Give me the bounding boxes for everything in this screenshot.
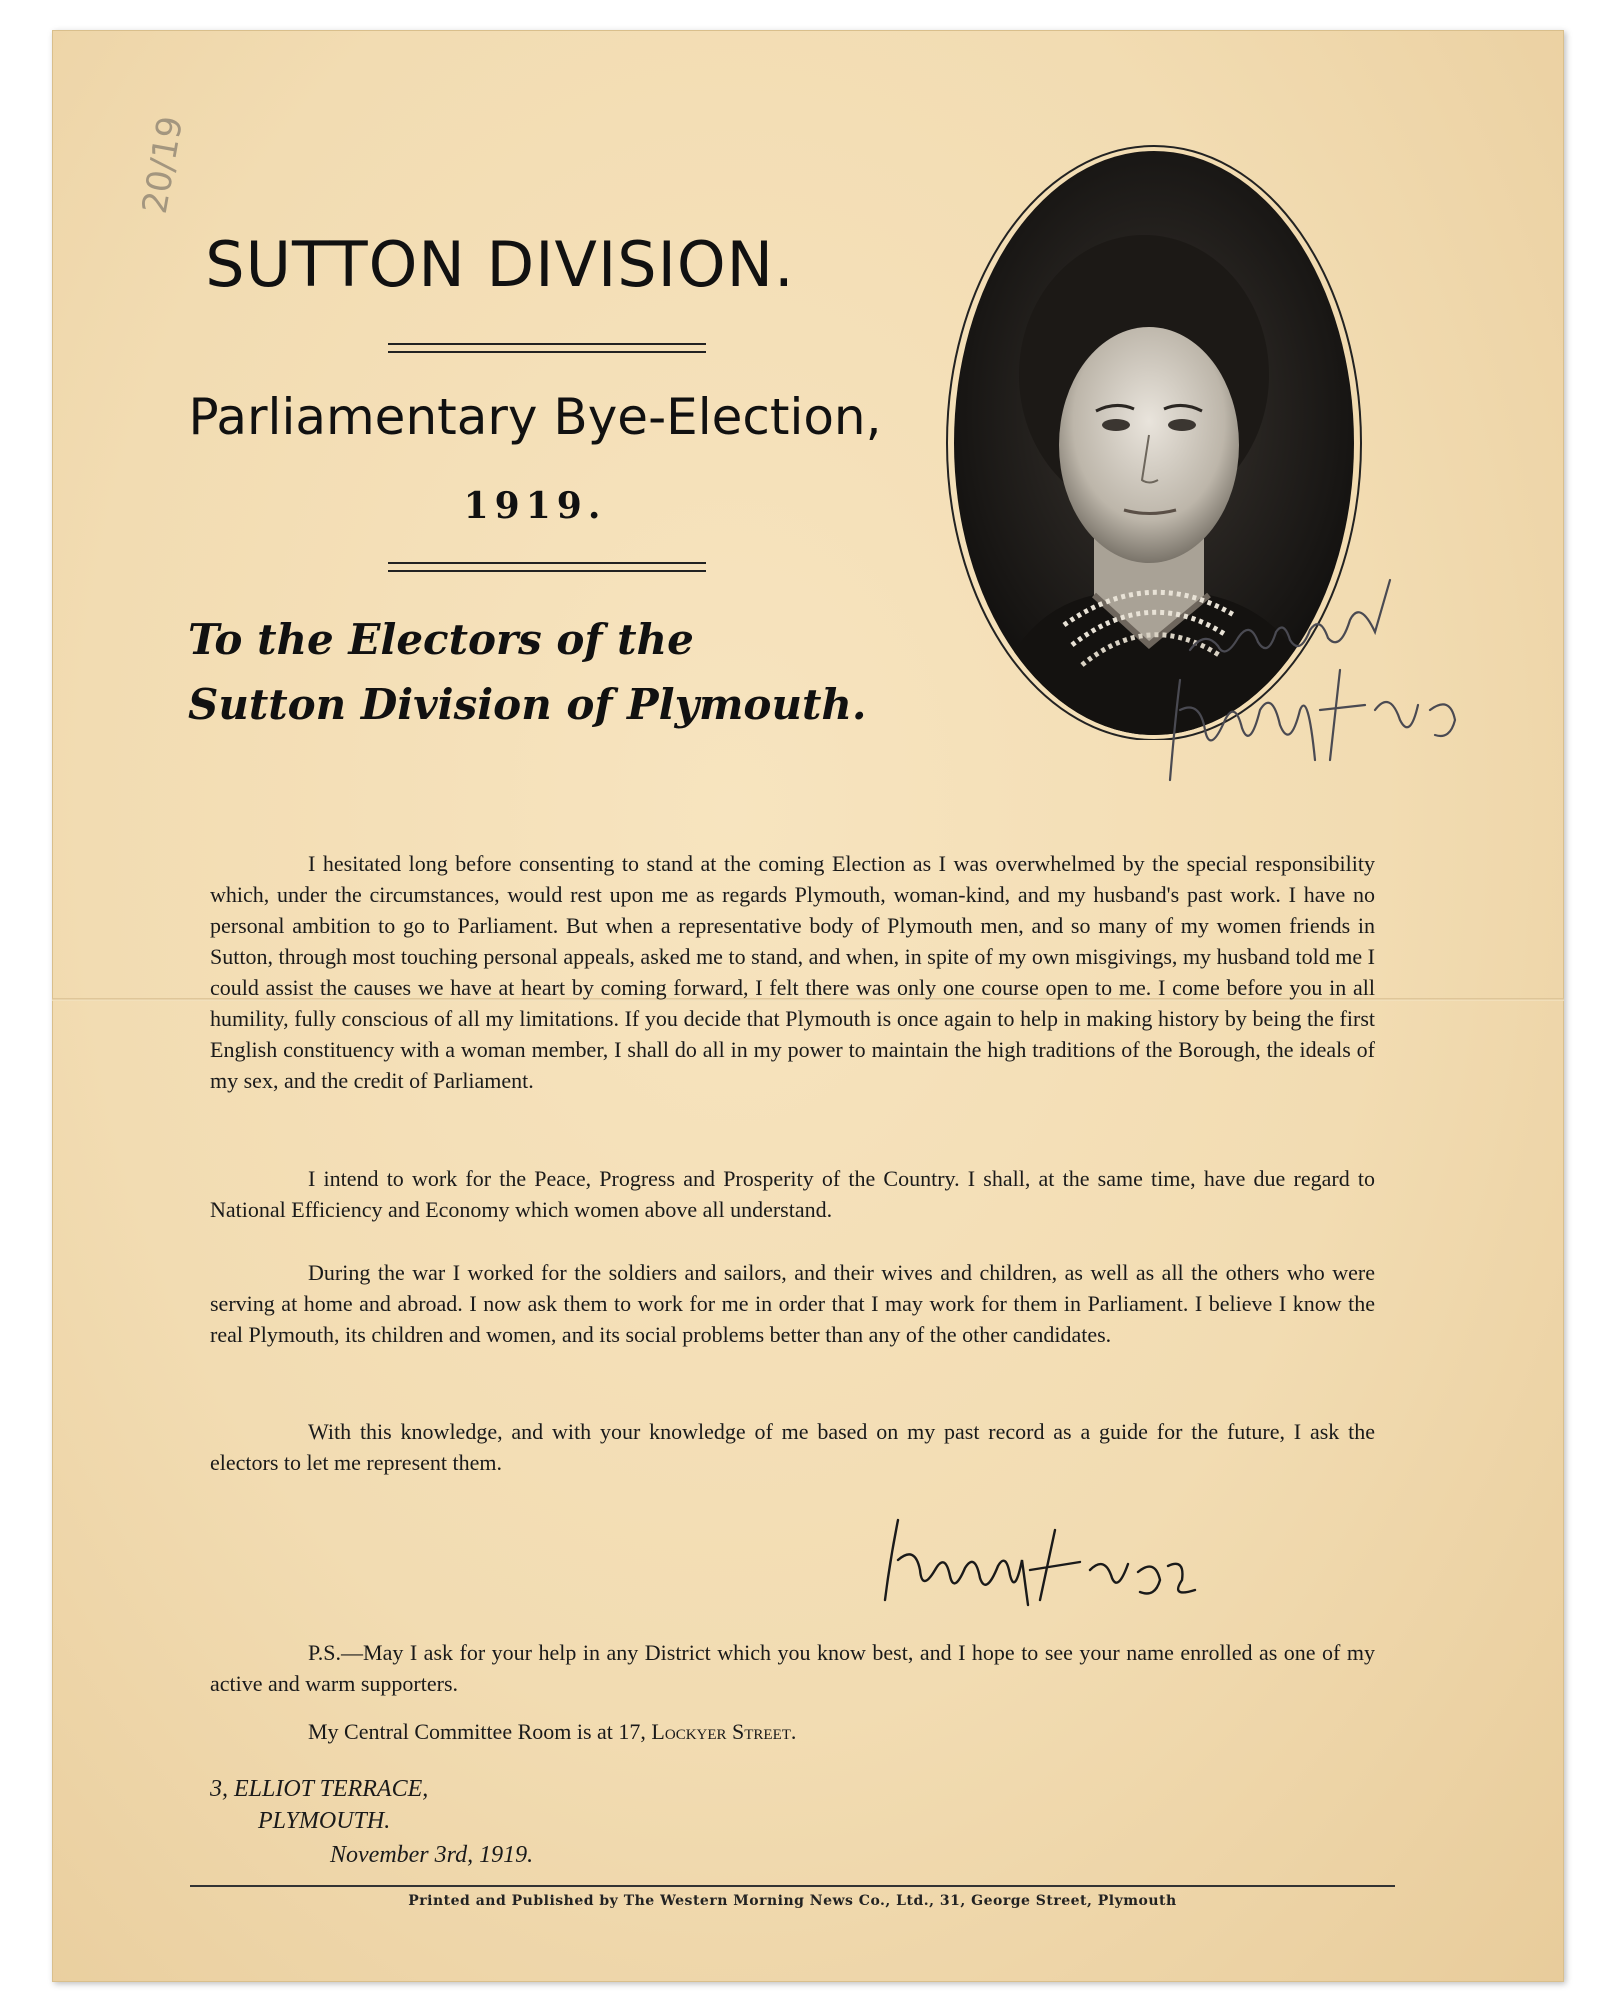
body-paragraph-3: During the war I worked for the soldiers and sailors, and their wives and children, as well as all the others who were serving at home and abroad. I now ask them to work for me in order that I may work for them in Parliament. I believe I know the real Plymouth, its children and women, and its social problems better than any of the other candidates. — [210, 1260, 1375, 1347]
salutation-line-1: To the Electors of the — [188, 615, 694, 664]
salutation-line-2: Sutton Division of Plymouth. — [188, 680, 867, 729]
letter-date: November 3rd, 1919. — [330, 1842, 534, 1868]
body-paragraph-1: I hesitated long before consenting to stand at the coming Election as I was overwhelmed by the special responsibility which, under the circumstances, would rest upon me as regards Plymouth, woman-kind, and my husband's past work. I have no personal ambition to go to Parliament. But when a representative body of Plymouth men, and so many of my women friends in Sutton, through most touching personal appeals, asked me to stand, and when, in spite of my own misgivings, my husband told me I could assist the causes we have at heart by coming forward, I felt there was only one course open to me. I come before you in all humility, fully conscious of all my limitations. If you decide that Plymouth is once again to help in making history by being the first English constituency with a woman member, I shall do all in my power to maintain the high traditions of the Borough, the ideals of my sex, and the credit of Parliament. — [210, 851, 1375, 1093]
election-subtitle: Parliamentary Bye-Election, — [188, 388, 882, 446]
pencil-annotation: 20/19 — [134, 113, 192, 217]
body-paragraph-2: I intend to work for the Peace, Progress and Prosperity of the Country. I shall, at the same time, have due regard to National Efficiency and Economy which women above all understand. — [210, 1166, 1375, 1222]
return-address-line-1: 3, ELLIOT TERRACE, — [210, 1776, 429, 1802]
election-year: 1919. — [463, 485, 607, 527]
printer-imprint: Printed and Published by The Western Morning News Co., Ltd., 31, George Street, Plymouth — [408, 1893, 1177, 1909]
body-paragraph-4: With this knowledge, and with your knowledge of me based on my past record as a guide for the future, I ask the electors to let me represent them. — [210, 1419, 1375, 1475]
handwritten-inscription — [1150, 560, 1530, 800]
committee-room-prefix: My Central Committee Room is at 17, — [308, 1719, 646, 1744]
postscript: P.S.—May I ask for your help in any District which you know best, and I hope to see your name enrolled as one of my active and warm supporters. — [210, 1640, 1375, 1696]
signature — [850, 1500, 1230, 1610]
return-address-line-2: PLYMOUTH. — [258, 1808, 391, 1834]
imprint-rule — [190, 1885, 1395, 1887]
title-rule-upper — [388, 343, 706, 353]
title-rule-lower — [388, 562, 706, 572]
committee-room-street: Lockyer Street. — [651, 1719, 797, 1744]
document-title: SUTTON DIVISION. — [205, 228, 795, 301]
committee-room-line — [210, 1716, 1375, 1747]
